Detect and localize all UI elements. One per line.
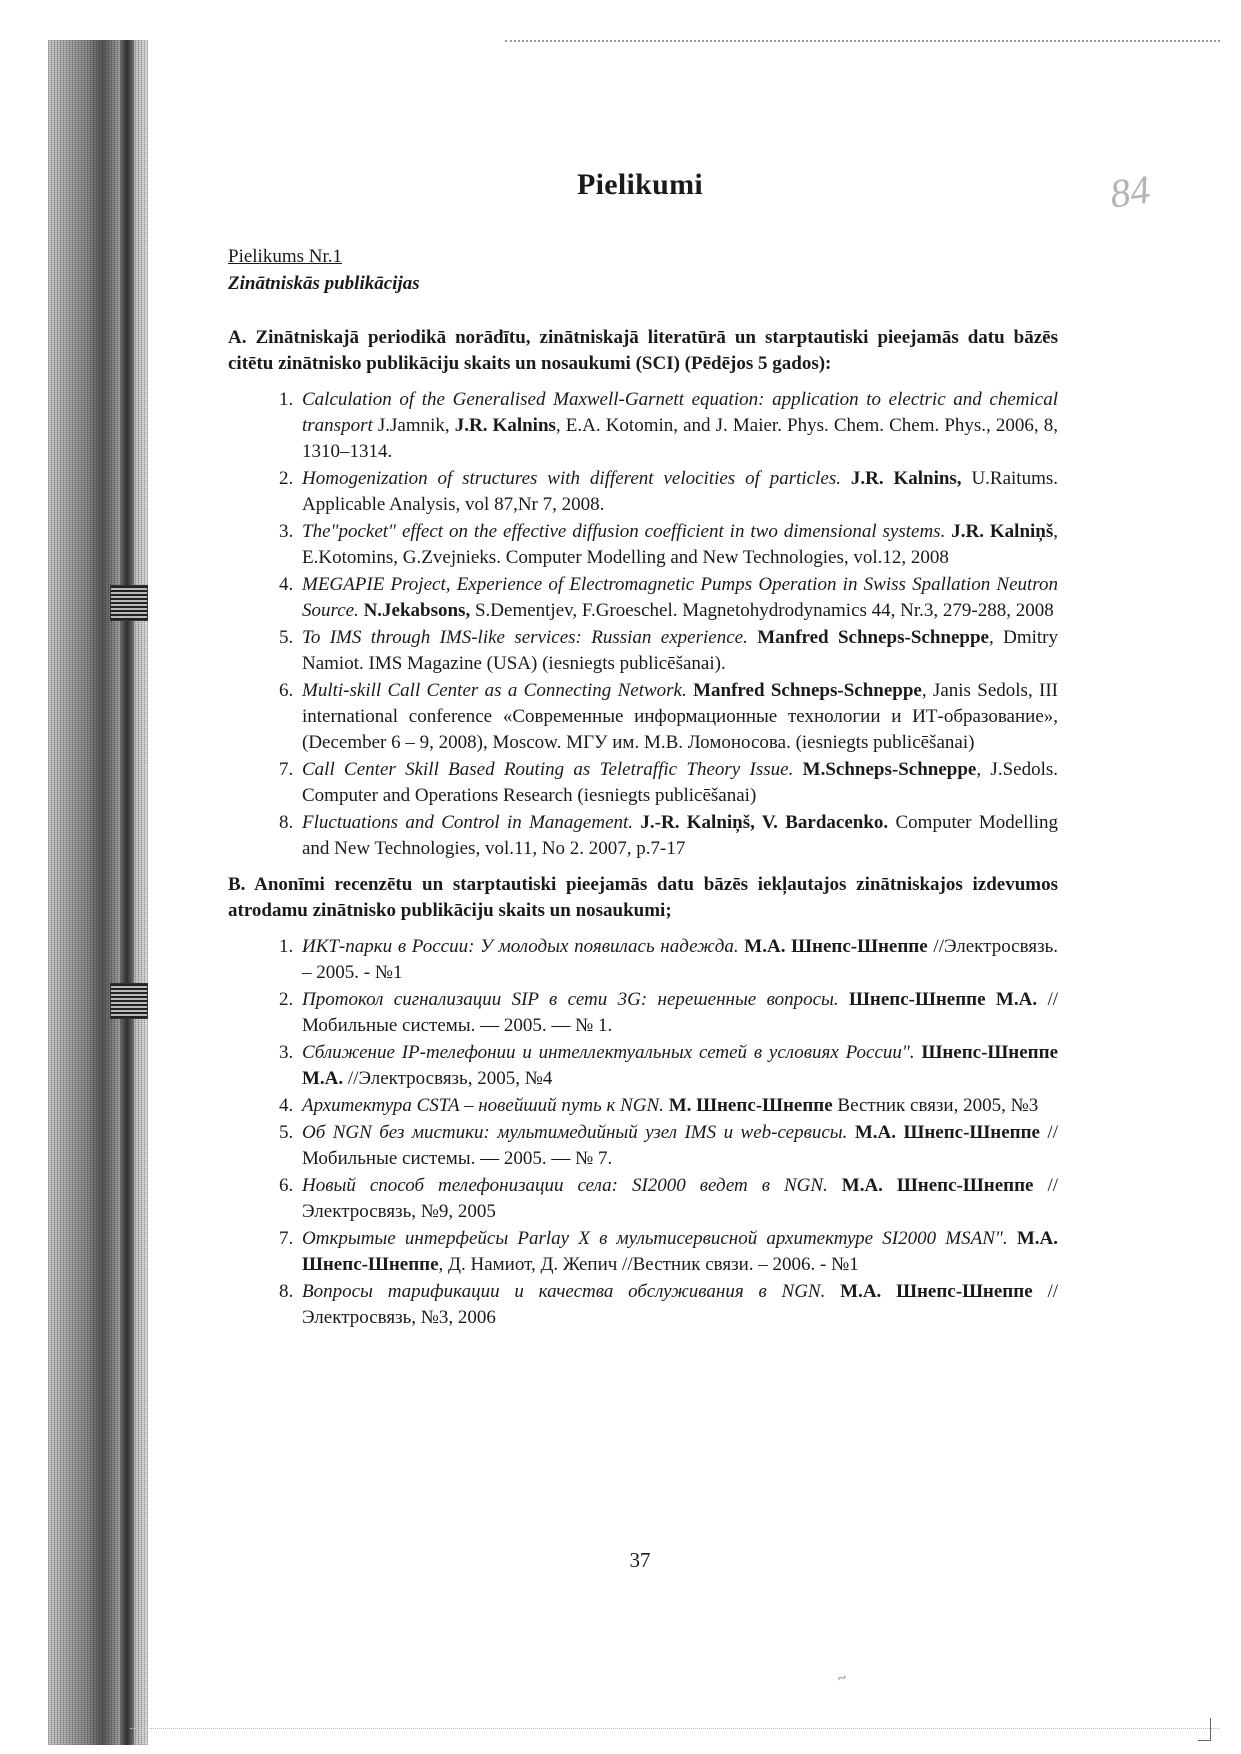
publication-title: To IMS through IMS-like services: Russian experience. <box>302 627 748 648</box>
publication-separator: J.Jamnik, <box>372 415 455 436</box>
corner-crop-mark <box>1198 1718 1211 1741</box>
publication-item <box>298 387 1058 465</box>
binding-clip-lower <box>110 983 148 1019</box>
publication-item <box>298 519 1058 571</box>
publication-title: Calculation of the Generalised Maxwell-Garnett equation: application to electric and chemical transport <box>302 389 1058 436</box>
publication-title: Открытые интерфейсы Parlay X в мультисервисной архитектуре SI2000 MSAN". <box>302 1228 1008 1249</box>
publication-details: , Dmitry Namiot. IMS Magazine (USA) (iesniegts publicēšanai). <box>302 627 1058 674</box>
publication-details: //Мобильные системы. — 2005. — № 1. <box>302 989 1058 1036</box>
publication-item <box>298 1173 1058 1225</box>
publication-details: , Д. Намиот, Д. Жепич //Вестник связи. – 2006. - №1 <box>438 1254 859 1275</box>
publication-item <box>298 1279 1058 1331</box>
publication-details: S.Dementjev, F.Groeschel. Magnetohydrodynamics 44, Nr.3, 279-288, 2008 <box>470 600 1054 621</box>
publication-title: ИКТ-парки в России: У молодых появилась надежда. <box>302 936 739 957</box>
publication-title: Об NGN без мистики: мультимедийный узел IMS и web-сервисы. <box>302 1122 848 1143</box>
publication-title: Вопросы тарификации и качества обслуживания в NGN. <box>302 1281 826 1302</box>
publication-separator <box>847 1122 854 1143</box>
publication-authors: М.А. Шнепс-Шнеппе <box>744 936 928 957</box>
publication-details: Вестник связи, 2005, №3 <box>832 1095 1039 1116</box>
publication-title: Архитектура CSTA – новейший путь к NGN. <box>302 1095 664 1116</box>
publication-separator <box>748 627 757 648</box>
publication-details: , J.Sedols. Computer and Operations Research (iesniegts publicēšanai) <box>302 759 1058 806</box>
publication-item <box>298 987 1058 1039</box>
annex-subtitle: Zinātniskās publikācijas <box>228 273 420 294</box>
publication-authors: Manfred Schneps-Schneppe <box>757 627 989 648</box>
publication-title: Call Center Skill Based Routing as Teletraffic Theory Issue. <box>302 759 794 780</box>
publication-separator <box>825 1281 840 1302</box>
publication-item <box>298 1093 1058 1119</box>
publication-item <box>298 810 1058 862</box>
publication-authors: J.R. Kalnins <box>454 415 556 436</box>
publication-details: Computer Modelling and New Technologies, vol.11, No 2. 2007, p.7-17 <box>302 812 1059 859</box>
publication-authors: Manfred Schneps-Schneppe <box>693 680 922 701</box>
publication-title: The"pocket" effect on the effective diffusion coefficient in two dimensional systems. <box>302 521 946 542</box>
publication-title: Multi-skill Call Center as a Connecting Network. <box>302 680 687 701</box>
publication-title: Homogenization of structures with different velocities of particles. <box>302 468 841 489</box>
publication-item <box>298 1040 1058 1092</box>
publication-details: U.Raitums. Applicable Analysis, vol 87,Nr 7, 2008. <box>302 468 1058 515</box>
publication-item <box>298 1120 1058 1172</box>
annex-header <box>228 243 420 297</box>
publication-item <box>298 625 1058 677</box>
publication-details: //Электросвязь, 2005, №4 <box>343 1068 553 1089</box>
publication-separator <box>828 1175 842 1196</box>
publication-details: , Janis Sedols, III international conference «Современные информационные технологии и ИТ-образование», (December 6 – 9, 2008), Moscow. МГУ им. М.В. Ломоносова. (iesniegts publicēšanai) <box>302 680 1059 753</box>
publication-authors: Шнепс-Шнеппе М.А. <box>849 989 1038 1010</box>
publication-authors: Шнепс-Шнеппе М.А. <box>302 1042 1059 1089</box>
page-number: 37 <box>629 1548 651 1572</box>
publication-authors: J.-R. Kalniņš, V. Bardacenko. <box>640 812 889 833</box>
publication-item <box>298 757 1058 809</box>
publication-title: Новый способ телефонизации села: SI2000 ведет в NGN. <box>302 1175 828 1196</box>
publication-authors: М.А. Шнепс-Шнеппе <box>302 1228 1059 1275</box>
section-a-list <box>228 387 1058 862</box>
publication-title: Fluctuations and Control in Management. <box>302 812 634 833</box>
publication-authors: М.А. Шнепс-Шнеппе <box>841 1175 1034 1196</box>
publication-details: , E.Kotomins, G.Zvejnieks. Computer Modelling and New Technologies, vol.12, 2008 <box>302 521 1058 568</box>
publication-authors: М.А. Шнепс-Шнеппе <box>840 1281 1033 1302</box>
publication-item <box>298 466 1058 518</box>
section-b-heading: B. Anonīmi recenzētu un starptautiski pieejamās datu bāzēs iekļautajos zinātniskajos izdevumos atrodamu zinātnisko publikāciju skaits un nosaukumi; <box>228 874 1058 921</box>
bottom-dotted-rule <box>130 1728 1220 1729</box>
handwritten-folio-mark: 84 <box>1107 166 1153 217</box>
scan-binding-spine <box>120 40 134 1745</box>
scan-stray-mark: ~ <box>835 1669 850 1688</box>
publication-title: Сближение IP-телефонии и интеллектуальных сетей в условиях России". <box>302 1042 915 1063</box>
publication-details: //Электросвязь. – 2005. - №1 <box>302 936 1058 983</box>
publication-item <box>298 934 1058 986</box>
publication-title: MEGAPIE Project, Experience of Electromagnetic Pumps Operation in Swiss Spallation Neutron Source. <box>302 574 1058 621</box>
document-body <box>228 325 1058 1332</box>
publication-separator <box>839 989 849 1010</box>
top-dotted-rule <box>505 40 1220 42</box>
publication-details: , E.A. Kotomin, and J. Maier. Phys. Chem. Chem. Phys., 2006, 8, 1310–1314. <box>302 415 1058 462</box>
publication-item <box>298 678 1058 756</box>
annex-label: Pielikums Nr.1 <box>228 246 343 267</box>
publication-separator <box>841 468 851 489</box>
publication-details: //Электросвязь, №3, 2006 <box>302 1281 1058 1328</box>
publication-item <box>298 572 1058 624</box>
binding-clip-upper <box>110 585 148 621</box>
publication-details: //Мобильные системы. — 2005. — № 7. <box>302 1122 1058 1169</box>
publication-details: //Электросвязь, №9, 2005 <box>302 1175 1059 1222</box>
publication-authors: J.R. Kalnins, <box>850 468 962 489</box>
publication-authors: M.Schneps-Schneppe <box>802 759 977 780</box>
page-title: Pielikumi <box>576 168 704 201</box>
publication-title: Протокол сигнализации SIP в сети 3G: нерешенные вопросы. <box>302 989 839 1010</box>
section-a-heading: A. Zinātniskajā periodikā norādītu, zinātniskajā literatūrā un starptautiski pieejamās datu bāzēs citētu zinātnisko publikāciju skaits un nosaukumi (SCI) (Pēdējos 5 gados): <box>228 327 1058 374</box>
publication-authors: М. Шнепс-Шнеппе <box>668 1095 833 1116</box>
publication-separator <box>1008 1228 1017 1249</box>
publication-authors: J.R. Kalniņš <box>951 521 1054 542</box>
section-b-list <box>228 934 1058 1331</box>
publication-authors: N.Jekabsons, <box>363 600 471 621</box>
publication-item <box>298 1226 1058 1278</box>
publication-separator <box>793 759 802 780</box>
publication-authors: М.А. Шнепс-Шнеппе <box>854 1122 1040 1143</box>
